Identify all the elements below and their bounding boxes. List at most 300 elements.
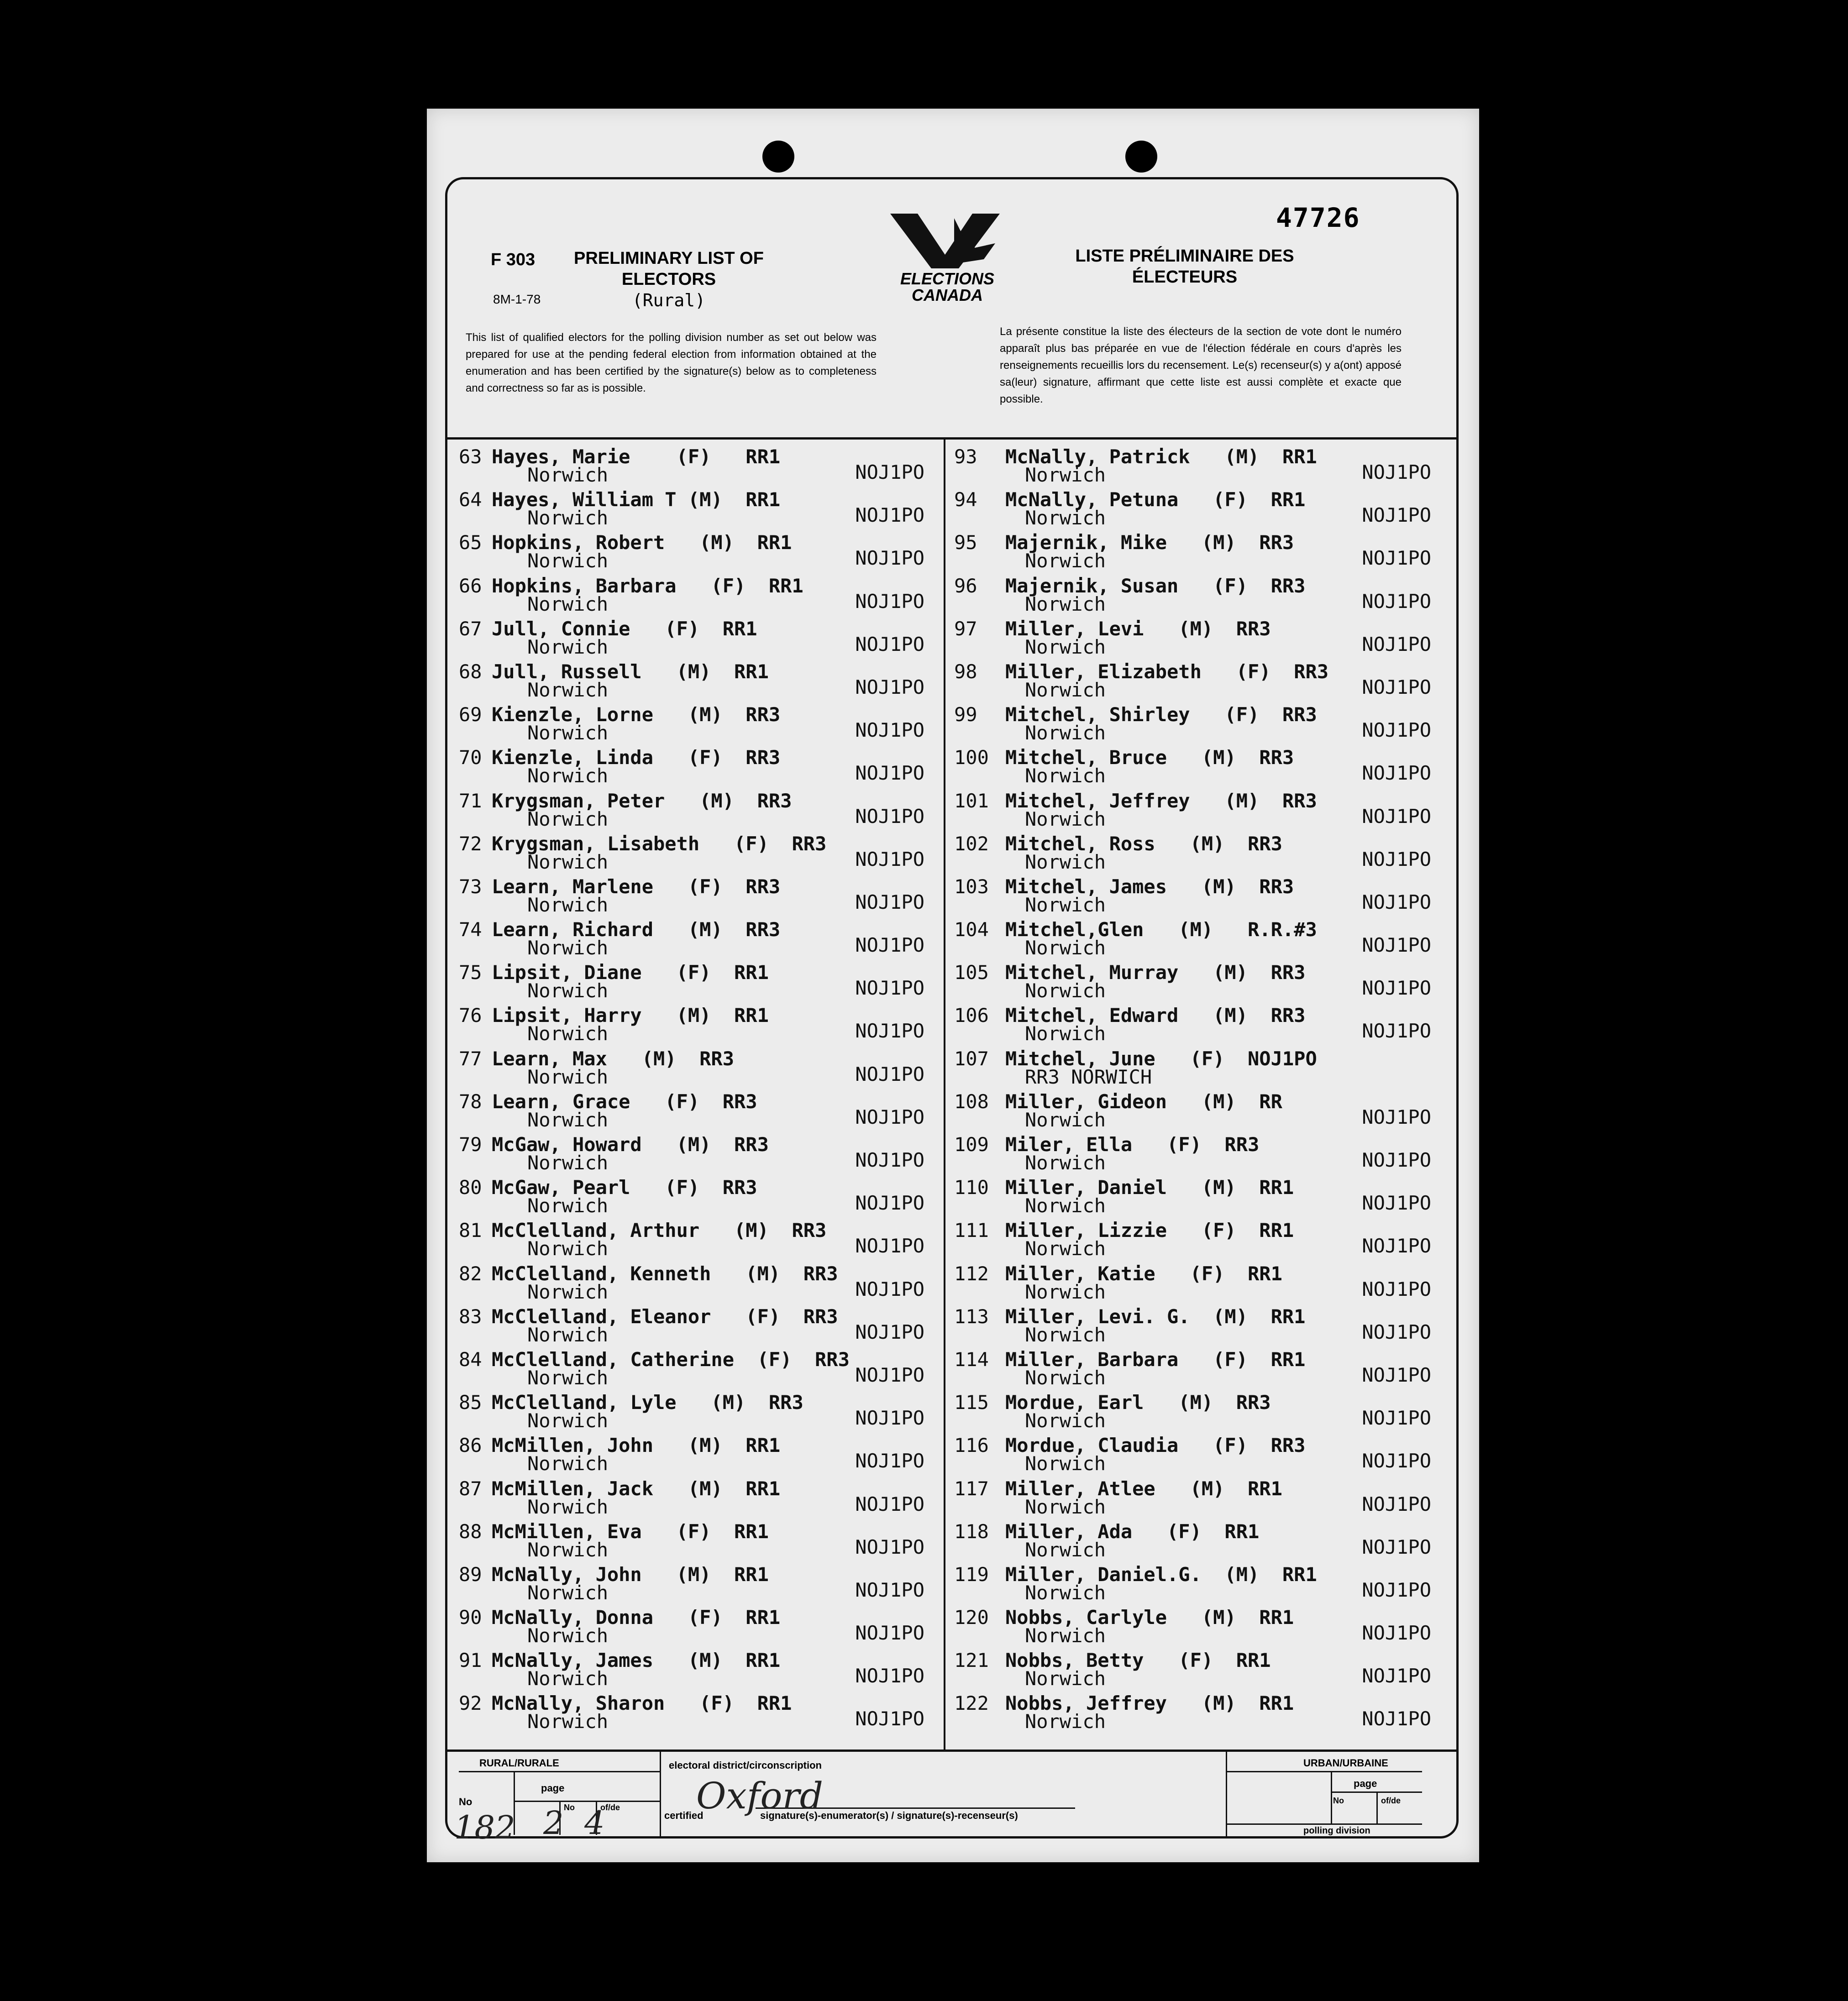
electors-column-left: [459, 446, 943, 1736]
elector-entry: [459, 876, 943, 919]
elector-name: Hopkins, Robert (M) RR1: [492, 531, 792, 554]
elector-number: 76: [459, 1004, 482, 1027]
elector-name: McNally, James (M) RR1: [492, 1649, 781, 1672]
elector-name: Hopkins, Barbara (F) RR1: [492, 574, 803, 597]
elector-name: Jull, Russell (M) RR1: [492, 660, 769, 683]
elector-town: Norwich: [1025, 1022, 1106, 1045]
elector-name: Hayes, William T (M) RR1: [492, 488, 781, 511]
elector-number: 70: [459, 746, 482, 769]
elector-postal-code: NOJ1PO: [855, 1578, 924, 1601]
polling-division-label: polling division: [1303, 1826, 1370, 1836]
rural-label: RURAL/RURALE: [479, 1757, 559, 1769]
elector-entry: [954, 747, 1452, 790]
elector-town: Norwich: [527, 1667, 609, 1690]
elector-town: Norwich: [1025, 1581, 1106, 1604]
elector-town: Norwich: [527, 635, 609, 658]
elector-town: Norwich: [1025, 893, 1106, 916]
elector-name: Mitchel, Ross (M) RR3: [1005, 832, 1282, 855]
column-divider: [944, 438, 945, 1750]
elector-postal-code: NOJ1PO: [1362, 1578, 1431, 1601]
elector-entry: [459, 962, 943, 1005]
elector-name: McMillen, Jack (M) RR1: [492, 1477, 781, 1500]
elector-entry: [459, 1220, 943, 1263]
elector-town: Norwich: [1025, 678, 1106, 701]
elector-name: Majernik, Mike (M) RR3: [1005, 531, 1294, 554]
footer-line: [514, 1801, 660, 1802]
elector-number: 102: [954, 832, 989, 855]
elector-name: Kienzle, Lorne (M) RR3: [492, 703, 781, 726]
page-label: page: [541, 1782, 565, 1794]
elector-postal-code: NOJ1PO: [855, 1493, 924, 1515]
district-label: electoral district/circonscription: [669, 1760, 822, 1771]
elector-name: Nobbs, Betty (F) RR1: [1005, 1649, 1271, 1672]
punch-hole-right: [1125, 141, 1157, 173]
elector-postal-code: NOJ1PO: [1362, 1149, 1431, 1171]
electors-column-right: [954, 446, 1452, 1736]
elector-town: Norwich: [1025, 1108, 1106, 1131]
elector-town: Norwich: [1025, 1237, 1106, 1260]
elector-entry: [459, 1435, 943, 1478]
elector-number: 103: [954, 875, 989, 898]
elector-postal-code: NOJ1PO: [1362, 934, 1431, 957]
elector-postal-code: NOJ1PO: [855, 1105, 924, 1128]
elector-name: Miller, Elizabeth (F) RR3: [1005, 660, 1329, 683]
elector-entry: [459, 532, 943, 575]
elector-entry: [459, 1091, 943, 1134]
elector-town: Norwich: [527, 1538, 609, 1561]
handwritten-page-of: 4: [584, 1804, 605, 1842]
elector-postal-code: NOJ1PO: [855, 1235, 924, 1257]
footer-line: [459, 1771, 660, 1772]
elector-entry: [459, 1349, 943, 1392]
elector-name: Krygsman, Lisabeth (F) RR3: [492, 832, 827, 855]
elector-entry: [459, 489, 943, 532]
elector-entry: [459, 1306, 943, 1349]
elector-town: Norwich: [1025, 507, 1106, 529]
elector-entry: [459, 1693, 943, 1736]
elector-entry: [459, 1607, 943, 1650]
elector-name: McNally, John (M) RR1: [492, 1563, 769, 1586]
elector-town: Norwich: [527, 1280, 609, 1303]
elector-town: Norwich: [527, 550, 609, 572]
elector-entry: [459, 1478, 943, 1521]
elector-entry: [459, 1521, 943, 1564]
elector-postal-code: NOJ1PO: [855, 1622, 924, 1645]
elector-town: Norwich: [1025, 1667, 1106, 1690]
elector-town: Norwich: [527, 937, 609, 959]
elector-entry: [954, 1435, 1452, 1478]
elector-name: Mordue, Earl (M) RR3: [1005, 1391, 1271, 1414]
elector-postal-code: NOJ1PO: [855, 676, 924, 698]
elector-entry: [954, 962, 1452, 1005]
elector-town: Norwich: [527, 1452, 609, 1475]
elector-number: 118: [954, 1520, 989, 1543]
handwritten-district: Oxford: [696, 1775, 823, 1817]
elector-number: 113: [954, 1305, 989, 1328]
elector-postal-code: NOJ1PO: [1362, 461, 1431, 483]
elector-entry: [954, 833, 1452, 876]
elector-town: Norwich: [527, 1065, 609, 1088]
elector-postal-code: NOJ1PO: [1362, 1407, 1431, 1430]
elector-postal-code: NOJ1PO: [1362, 890, 1431, 913]
elector-entry: [954, 618, 1452, 661]
elector-number: 80: [459, 1176, 482, 1199]
elector-name: Miller, Gideon (M) RR: [1005, 1090, 1282, 1113]
elector-number: 112: [954, 1262, 989, 1285]
elector-number: 84: [459, 1348, 482, 1371]
elector-number: 79: [459, 1133, 482, 1156]
elector-postal-code: NOJ1PO: [1362, 504, 1431, 527]
footer-line: [1376, 1791, 1378, 1823]
elector-entry: [459, 1564, 943, 1607]
elector-postal-code: NOJ1PO: [855, 1149, 924, 1171]
elector-number: 75: [459, 961, 482, 984]
elector-entry: [954, 1478, 1452, 1521]
document-sheet: [427, 109, 1479, 1862]
elector-town: Norwich: [527, 1495, 609, 1518]
elector-number: 104: [954, 918, 989, 941]
elector-name: Mitchel, June (F) NOJ1PO: [1005, 1047, 1317, 1070]
elector-number: 77: [459, 1047, 482, 1070]
elector-number: 97: [954, 617, 977, 640]
elector-town: Norwich: [527, 1152, 609, 1174]
elector-number: 66: [459, 574, 482, 597]
elector-number: 117: [954, 1477, 989, 1500]
elector-postal-code: NOJ1PO: [1362, 1320, 1431, 1343]
page-no-label: No: [564, 1803, 575, 1812]
title-en-sub: (Rural): [632, 290, 706, 310]
elector-entry: [459, 1263, 943, 1306]
elector-postal-code: NOJ1PO: [855, 1535, 924, 1558]
elector-number: 101: [954, 789, 989, 812]
elector-number: 91: [459, 1649, 482, 1672]
elector-number: 98: [954, 660, 977, 683]
elector-entry: [459, 1134, 943, 1177]
elector-entry: [954, 791, 1452, 833]
elector-postal-code: NOJ1PO: [1362, 547, 1431, 570]
no-label: No: [459, 1796, 472, 1807]
elector-postal-code: NOJ1PO: [1362, 1020, 1431, 1042]
form-edition: 8M-1-78: [493, 292, 541, 306]
elector-town: Norwich: [527, 464, 609, 486]
elector-name: Kienzle, Linda (F) RR3: [492, 746, 781, 769]
notice-french: La présente constitue la liste des électeurs de la section de vote dont le numéro apparaît plus bas préparée en vue de l'élection fédérale en cours d'après les renseignements recueillis lors du recensement. Le(s) recenseur(s) y a(ont) apposé sa(leur) signature, affirmant que cette liste est aussi complète et exacte que possible.: [1000, 325, 1402, 405]
of-label: of/de: [600, 1803, 620, 1812]
elector-town: Norwich: [1025, 807, 1106, 830]
elector-name: Mitchel, Shirley (F) RR3: [1005, 703, 1317, 726]
elector-name: McGaw, Pearl (F) RR3: [492, 1176, 757, 1199]
elector-postal-code: NOJ1PO: [855, 1278, 924, 1300]
elector-entry: [459, 1392, 943, 1435]
elector-number: 111: [954, 1219, 989, 1242]
elector-name: Miller, Lizzie (F) RR1: [1005, 1219, 1294, 1242]
elector-entry: [954, 661, 1452, 704]
elector-postal-code: NOJ1PO: [855, 1020, 924, 1042]
elector-postal-code: NOJ1PO: [1362, 1665, 1431, 1687]
elector-town: Norwich: [1025, 635, 1106, 658]
handwritten-page-no: 2: [543, 1804, 564, 1842]
elector-postal-code: NOJ1PO: [855, 1192, 924, 1215]
elector-postal-code: NOJ1PO: [855, 934, 924, 957]
elector-town: Norwich: [527, 893, 609, 916]
elector-town: Norwich: [1025, 1452, 1106, 1475]
elector-postal-code: NOJ1PO: [1362, 848, 1431, 870]
elector-name: Nobbs, Carlyle (M) RR1: [1005, 1606, 1294, 1629]
elector-town: Norwich: [527, 1194, 609, 1217]
elector-entry: [459, 1048, 943, 1091]
elector-entry: [954, 1005, 1452, 1048]
elector-number: 95: [954, 531, 977, 554]
elector-name: Mitchel, Murray (M) RR3: [1005, 961, 1306, 984]
elector-number: 90: [459, 1606, 482, 1629]
elector-name: Mitchel,Glen (M) R.R.#3: [1005, 918, 1317, 941]
footer-line: [1226, 1771, 1422, 1772]
elector-entry: [954, 1349, 1452, 1392]
logo-wordmark: [888, 271, 1007, 304]
elector-postal-code: NOJ1PO: [1362, 805, 1431, 828]
elector-name: Miller, Levi. G. (M) RR1: [1005, 1305, 1306, 1328]
elector-number: 88: [459, 1520, 482, 1543]
elector-entry: [954, 1048, 1452, 1091]
elector-entry: [459, 1005, 943, 1048]
elector-number: 114: [954, 1348, 989, 1371]
elector-number: 74: [459, 918, 482, 941]
notice-english: This list of qualified electors for the polling division number as set out below was prepared for use at the pending federal election from information obtained at the enumeration and has been certified by the signature(s) below as to completeness and correctness so far as is possible.: [466, 331, 877, 394]
elector-entry: [459, 791, 943, 833]
elector-town: Norwich: [527, 1108, 609, 1131]
elector-number: 68: [459, 660, 482, 683]
elector-number: 65: [459, 531, 482, 554]
elector-postal-code: NOJ1PO: [855, 1708, 924, 1730]
elector-town: Norwich: [1025, 1280, 1106, 1303]
title-french: [1066, 246, 1303, 288]
elector-number: 83: [459, 1305, 482, 1328]
elector-postal-code: NOJ1PO: [855, 719, 924, 742]
elector-postal-code: NOJ1PO: [855, 504, 924, 527]
elector-postal-code: NOJ1PO: [855, 977, 924, 1000]
elector-number: 82: [459, 1262, 482, 1285]
elector-name: Nobbs, Jeffrey (M) RR1: [1005, 1692, 1294, 1715]
serial-number: 47726: [1276, 202, 1360, 233]
elector-number: 93: [954, 445, 977, 468]
elector-town: Norwich: [527, 980, 609, 1002]
elector-entry: [459, 833, 943, 876]
elector-postal-code: NOJ1PO: [855, 461, 924, 483]
elector-town: Norwich: [527, 507, 609, 529]
elector-number: 120: [954, 1606, 989, 1629]
elector-number: 64: [459, 488, 482, 511]
elector-name: McNally, Sharon (F) RR1: [492, 1692, 792, 1715]
elector-number: 85: [459, 1391, 482, 1414]
elector-name: Majernik, Susan (F) RR3: [1005, 574, 1306, 597]
elector-number: 116: [954, 1434, 989, 1457]
elector-name: Learn, Marlene (F) RR3: [492, 875, 781, 898]
elector-number: 86: [459, 1434, 482, 1457]
elector-postal-code: NOJ1PO: [1362, 676, 1431, 698]
elector-entry: [954, 576, 1452, 618]
elector-town: Norwich: [1025, 1194, 1106, 1217]
elector-entry: [459, 618, 943, 661]
elector-name: Miler, Ella (F) RR3: [1005, 1133, 1260, 1156]
elector-name: Hayes, Marie (F) RR1: [492, 445, 781, 468]
elector-postal-code: NOJ1PO: [1362, 633, 1431, 655]
elector-postal-code: NOJ1PO: [1362, 762, 1431, 785]
elector-postal-code: NOJ1PO: [855, 848, 924, 870]
elector-town: Norwich: [1025, 980, 1106, 1002]
elector-entry: [459, 1177, 943, 1220]
elector-town: Norwich: [527, 1710, 609, 1733]
elector-town: Norwich: [527, 722, 609, 744]
elector-number: 71: [459, 789, 482, 812]
elector-postal-code: NOJ1PO: [855, 1407, 924, 1430]
urban-no-label: No: [1333, 1796, 1344, 1805]
elector-town: Norwich: [1025, 850, 1106, 873]
elector-name: McMillen, Eva (F) RR1: [492, 1520, 769, 1543]
elector-entry: [954, 919, 1452, 962]
elector-number: 119: [954, 1563, 989, 1586]
elector-postal-code: NOJ1PO: [855, 1450, 924, 1472]
elector-entry: [459, 919, 943, 962]
elector-entry: [954, 704, 1452, 747]
elector-name: Miller, Barbara (F) RR1: [1005, 1348, 1306, 1371]
elector-number: 63: [459, 445, 482, 468]
title-fr-line1: LISTE PRÉLIMINAIRE DES: [1075, 246, 1294, 266]
elector-town: Norwich: [1025, 592, 1106, 615]
elector-town: Norwich: [527, 1581, 609, 1604]
elector-entry: [954, 1177, 1452, 1220]
elector-number: 122: [954, 1692, 989, 1715]
elector-name: Mitchel, Bruce (M) RR3: [1005, 746, 1294, 769]
form-number: F 303: [491, 250, 536, 269]
elector-postal-code: NOJ1PO: [1362, 1363, 1431, 1386]
elector-name: McClelland, Arthur (M) RR3: [492, 1219, 827, 1242]
elector-number: 121: [954, 1649, 989, 1672]
punch-hole-left: [762, 141, 794, 173]
elector-town: Norwich: [1025, 765, 1106, 787]
elector-name: Jull, Connie (F) RR1: [492, 617, 757, 640]
title-en-line1: PRELIMINARY LIST OF: [574, 249, 764, 268]
elector-postal-code: NOJ1PO: [855, 762, 924, 785]
elector-town: Norwich: [1025, 1409, 1106, 1432]
elector-town: Norwich: [527, 592, 609, 615]
elector-name: Mordue, Claudia (F) RR3: [1005, 1434, 1306, 1457]
elector-postal-code: NOJ1PO: [1362, 1278, 1431, 1300]
elector-town: Norwich: [1025, 464, 1106, 486]
elector-town: Norwich: [527, 1366, 609, 1389]
elector-name: Miller, Ada (F) RR1: [1005, 1520, 1260, 1543]
elector-entry: [954, 1263, 1452, 1306]
elector-number: 94: [954, 488, 977, 511]
elector-entry: [954, 532, 1452, 575]
elector-town: Norwich: [1025, 1366, 1106, 1389]
elector-entry: [954, 1220, 1452, 1263]
elector-postal-code: NOJ1PO: [1362, 1708, 1431, 1730]
elector-number: 69: [459, 703, 482, 726]
title-en-line2: ELECTORS: [621, 270, 716, 289]
elector-name: McNally, Donna (F) RR1: [492, 1606, 781, 1629]
elector-number: 72: [459, 832, 482, 855]
elector-postal-code: NOJ1PO: [855, 1320, 924, 1343]
footer-line: [1331, 1771, 1332, 1823]
elector-name: Miller, Katie (F) RR1: [1005, 1262, 1282, 1285]
elector-town: Norwich: [527, 1624, 609, 1647]
elector-town: Norwich: [527, 678, 609, 701]
elector-name: Learn, Richard (M) RR3: [492, 918, 781, 941]
elector-name: McClelland, Kenneth (M) RR3: [492, 1262, 838, 1285]
elector-entry: [954, 1607, 1452, 1650]
title-english: [573, 248, 765, 311]
elector-postal-code: NOJ1PO: [1362, 1105, 1431, 1128]
elector-name: Miller, Daniel (M) RR1: [1005, 1176, 1294, 1199]
title-fr-line2: ÉLECTEURS: [1132, 267, 1238, 287]
elector-entry: [954, 489, 1452, 532]
elector-name: Miller, Atlee (M) RR1: [1005, 1477, 1282, 1500]
elector-postal-code: NOJ1PO: [855, 547, 924, 570]
elector-entry: [459, 446, 943, 489]
elector-name: McNally, Patrick (M) RR1: [1005, 445, 1317, 468]
logo-line1: ELECTIONS: [900, 269, 994, 288]
elector-postal-code: NOJ1PO: [1362, 1235, 1431, 1257]
elector-name: Krygsman, Peter (M) RR3: [492, 789, 792, 812]
urban-of-label: of/de: [1381, 1796, 1401, 1805]
elector-number: 78: [459, 1090, 482, 1113]
elector-name: Lipsit, Diane (F) RR1: [492, 961, 769, 984]
elector-town: Norwich: [1025, 937, 1106, 959]
elector-postal-code: NOJ1PO: [855, 890, 924, 913]
elector-town: RR3 NORWICH: [1025, 1065, 1152, 1088]
elector-name: Miller, Daniel.G. (M) RR1: [1005, 1563, 1317, 1586]
elector-postal-code: NOJ1PO: [1362, 719, 1431, 742]
elector-number: 105: [954, 961, 989, 984]
elector-entry: [954, 1091, 1452, 1134]
elector-number: 67: [459, 617, 482, 640]
elector-name: McClelland, Lyle (M) RR3: [492, 1391, 803, 1414]
elector-postal-code: NOJ1PO: [1362, 590, 1431, 613]
elector-postal-code: NOJ1PO: [855, 805, 924, 828]
elector-entry: [954, 1693, 1452, 1736]
elector-town: Norwich: [527, 850, 609, 873]
elector-entry: [954, 446, 1452, 489]
footer-line: [1226, 1823, 1422, 1825]
elector-town: Norwich: [1025, 1624, 1106, 1647]
footer-line: [660, 1750, 661, 1837]
logo-line2: CANADA: [912, 286, 983, 304]
elector-name: McClelland, Eleanor (F) RR3: [492, 1305, 838, 1328]
elector-entry: [954, 1650, 1452, 1693]
elector-town: Norwich: [527, 1409, 609, 1432]
elector-entry: [459, 576, 943, 618]
elector-number: 81: [459, 1219, 482, 1242]
elector-number: 115: [954, 1391, 989, 1414]
elector-number: 73: [459, 875, 482, 898]
elector-town: Norwich: [1025, 1323, 1106, 1346]
elector-number: 109: [954, 1133, 989, 1156]
elector-postal-code: NOJ1PO: [1362, 1493, 1431, 1515]
elector-number: 87: [459, 1477, 482, 1500]
elector-number: 99: [954, 703, 977, 726]
elector-town: Norwich: [1025, 1495, 1106, 1518]
elector-number: 92: [459, 1692, 482, 1715]
elector-name: McMillen, John (M) RR1: [492, 1434, 781, 1457]
elector-postal-code: NOJ1PO: [855, 1665, 924, 1687]
elector-name: Mitchel, James (M) RR3: [1005, 875, 1294, 898]
elector-name: Mitchel, Jeffrey (M) RR3: [1005, 789, 1317, 812]
elector-number: 106: [954, 1004, 989, 1027]
elector-postal-code: NOJ1PO: [1362, 1192, 1431, 1215]
elector-name: Learn, Grace (F) RR3: [492, 1090, 757, 1113]
elector-entry: [459, 661, 943, 704]
elector-entry: [954, 1134, 1452, 1177]
